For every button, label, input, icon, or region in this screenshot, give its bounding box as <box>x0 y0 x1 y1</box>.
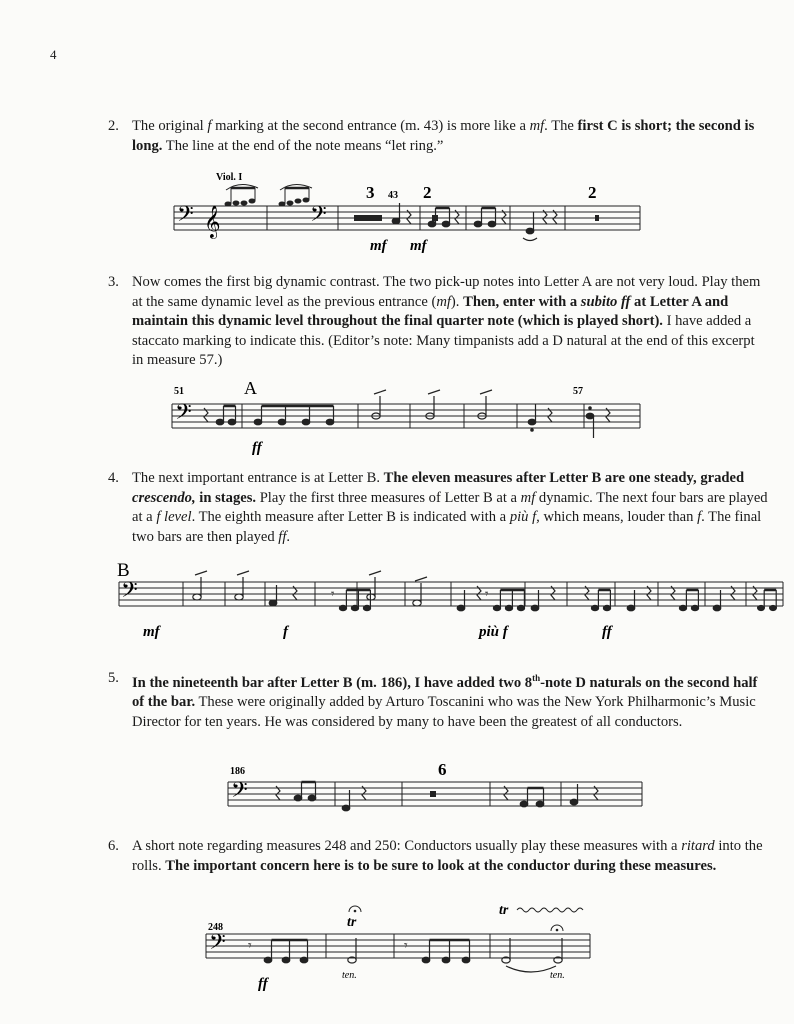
excerpt-5 <box>206 900 606 994</box>
notes <box>392 203 557 241</box>
item-number: 4. <box>108 470 119 486</box>
notes <box>248 938 562 972</box>
bass-clef-icon: 𝄢 <box>121 578 138 607</box>
item-text: The original f marking at the second entrance (m. 43) is more like a mf. The first C is short; the second is long. The line at the end of the note means “let ring.” <box>132 118 755 154</box>
rehearsal-letter: A <box>244 378 257 398</box>
item-number: 6. <box>108 838 119 854</box>
item-5 <box>108 669 768 733</box>
svg-text:𝄾: 𝄾 <box>404 939 408 954</box>
bass-clef-icon: 𝄢 <box>310 202 327 231</box>
dynamic-marking: mf <box>410 238 427 254</box>
bass-clef-icon: 𝄢 <box>209 930 226 959</box>
item-text: In the nineteenth bar after Letter B (m. 186), I have added two 8th-note D naturals on the second half of the bar. These were originally added by Arturo Toscanini who was the New York Philharmonic’s Music Director for ten years. He was considered by many to have been the greatest of all conductors. <box>132 673 758 731</box>
dynamic-marking: ff <box>602 624 612 640</box>
excerpt-3 <box>115 556 787 642</box>
item-number: 2. <box>108 118 119 134</box>
excerpt-2 <box>172 380 642 458</box>
notes <box>204 390 610 438</box>
multi-rest-bar <box>432 215 438 221</box>
instrument-label: Viol. I <box>216 172 243 183</box>
multi-rest-count: 6 <box>438 760 447 779</box>
item-4 <box>108 469 768 547</box>
measure-number: 43 <box>388 190 398 201</box>
trill-marking: tr <box>347 915 357 930</box>
item-2 <box>108 117 768 156</box>
item-6 <box>108 837 768 876</box>
multi-rest-bar <box>354 215 382 221</box>
dynamic-marking: f <box>283 624 288 640</box>
dynamic-marking: mf <box>370 238 387 254</box>
measure-number: 248 <box>208 922 223 933</box>
rehearsal-letter: B <box>117 560 130 581</box>
trill-marking: tr <box>499 903 509 918</box>
svg-text:𝄾: 𝄾 <box>331 586 335 601</box>
trill-line <box>517 908 583 912</box>
excerpt-1 <box>170 168 650 252</box>
tenuto-label: ten. <box>550 970 565 981</box>
dynamic-marking: ff <box>258 976 268 992</box>
item-number: 3. <box>108 274 119 290</box>
item-text: The next important entrance is at Letter B. The eleven measures after Letter B are one steady, graded crescendo, in stages. Play the first three measures of Letter B at a mf dynamic. The next four bars are played at a f level. The eighth measure after Letter B is indicated with a più f, which means, louder than f. The final two bars are then played ff. <box>132 470 768 545</box>
multi-rest-count: 2 <box>423 183 432 202</box>
bass-clef-icon: 𝄢 <box>231 778 248 807</box>
item-number: 5. <box>108 670 119 686</box>
svg-text:𝄾: 𝄾 <box>485 586 489 601</box>
cue-notes <box>225 184 312 206</box>
item-3 <box>108 273 768 371</box>
measure-number: 51 <box>174 386 184 397</box>
multi-rest-count: 3 <box>366 183 375 202</box>
fermata-dot <box>354 910 357 913</box>
item-text: Now comes the first big dynamic contrast. The two pick-up notes into Letter A are not very loud. Play them at the same dynamic level as the previous entrance (mf). Then, enter with a subito ff at Letter A and maintain this dynamic level throughout the final quarter note (which is played short). I have added a staccato marking to indicate this. (Editor’s note: Many timpanists add a D natural at the end of this excerpt in measure 57.) <box>132 274 761 369</box>
multi-rest-bar <box>595 215 599 221</box>
notes <box>193 571 777 611</box>
multi-rest-bar <box>430 791 436 797</box>
tenuto-label: ten. <box>342 970 357 981</box>
measure-number: 186 <box>230 766 245 777</box>
bass-clef-icon: 𝄢 <box>177 202 194 231</box>
bass-clef-icon: 𝄢 <box>175 400 192 429</box>
dynamic-marking: più f <box>479 624 508 640</box>
staff <box>206 934 590 958</box>
svg-text:𝄾: 𝄾 <box>248 939 252 954</box>
staff <box>172 404 640 428</box>
dynamic-marking: ff <box>252 440 262 456</box>
multi-rest-count: 2 <box>588 183 597 202</box>
measure-number: 57 <box>573 386 583 397</box>
page-number: 4 <box>50 47 57 62</box>
fermata-dot <box>556 929 559 932</box>
excerpt-4 <box>228 760 648 818</box>
treble-clef-icon: 𝄞 <box>204 207 221 238</box>
dynamic-marking: mf <box>143 624 160 640</box>
staff <box>174 206 640 230</box>
item-text: A short note regarding measures 248 and 250: Conductors usually play these measures with a ritard into the rolls. The important concern here is to be sure to look at the conductor during these measures. <box>132 838 763 874</box>
